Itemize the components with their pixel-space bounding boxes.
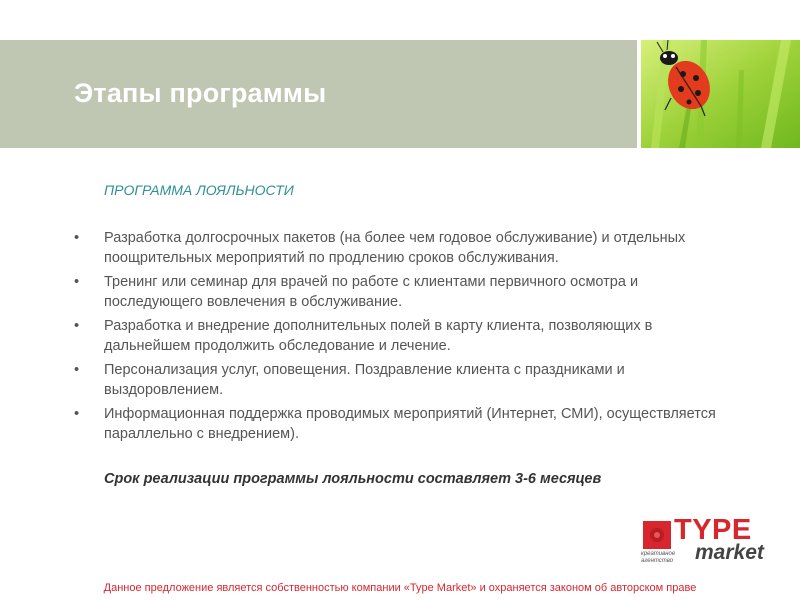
logo-type-text: TYPE: [674, 514, 752, 546]
bullet-item: [74, 404, 734, 444]
bullet-icon: •: [74, 274, 80, 290]
slide-title: Этапы программы: [74, 78, 327, 108]
ladybug-photo: [641, 40, 800, 148]
bullet-item: [74, 360, 734, 400]
bullet-icon: •: [74, 230, 80, 246]
summary-line: Срок реализации программы лояльности составляет 3-6 месяцев: [104, 471, 602, 487]
copyright-footer: Данное предложение является собственностью компании «Type Market» и охраняется законом об авторском праве: [103, 582, 697, 594]
bullet-icon: •: [74, 406, 80, 422]
logo-mark-icon: [643, 521, 671, 549]
bullet-icon: •: [74, 318, 80, 334]
bullet-text: Разработка долгосрочных пакетов (на более чем годовое обслуживание) и отдельных поощрительных мероприятий по продлению сроков обслуживания.: [104, 230, 686, 266]
bullet-text: Информационная поддержка проводимых мероприятий (Интернет, СМИ), осуществляется параллельно с внедрением).: [104, 406, 716, 442]
section-heading: ПРОГРАММА ЛОЯЛЬНОСТИ: [104, 182, 294, 198]
bullet-text: Тренинг или семинар для врачей по работе с клиентами первичного осмотра и последующего вовлечения в обслуживание.: [104, 274, 639, 310]
bullet-item: [74, 316, 734, 356]
logo-market-text: market: [695, 541, 764, 564]
bullet-icon: •: [74, 362, 80, 378]
bullet-item: [74, 272, 734, 312]
bullet-list: [74, 228, 734, 448]
type-market-logo: [641, 514, 773, 570]
bullet-text: Персонализация услуг, оповещения. Поздравление клиента с праздниками и выздоровлением.: [104, 362, 625, 398]
bullet-text: Разработка и внедрение дополнительных полей в карту клиента, позволяющих в дальнейшем продолжить обследование и лечение.: [104, 318, 653, 354]
logo-tagline: креативное агентство: [641, 551, 676, 564]
bullet-item: [74, 228, 734, 268]
